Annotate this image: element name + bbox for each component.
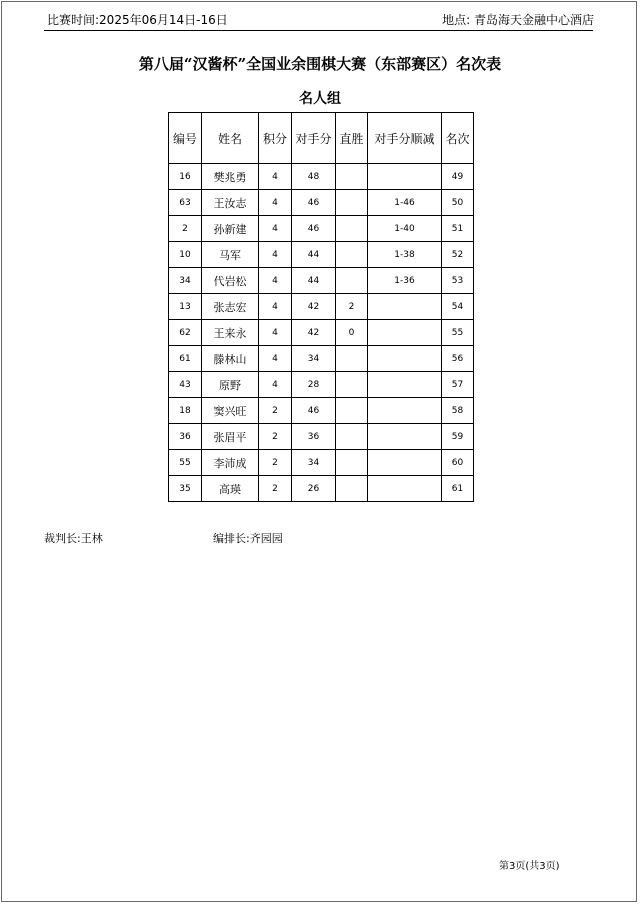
name-cell: 马军 bbox=[202, 242, 259, 268]
points-cell: 4 bbox=[259, 216, 292, 242]
points-cell: 2 bbox=[259, 450, 292, 476]
rank-cell: 60 bbox=[442, 450, 474, 476]
head-to-head-cell bbox=[336, 372, 368, 398]
page-title: 第八届“汉酱杯”全国业余围棋大赛（东部赛区）名次表 bbox=[138, 55, 502, 73]
group-title: 名人组 bbox=[299, 91, 341, 107]
rank-cell: 51 bbox=[442, 216, 474, 242]
page-number: 第3页(共3页) bbox=[499, 861, 560, 872]
rank-cell: 57 bbox=[442, 372, 474, 398]
opponent-score-cell: 28 bbox=[292, 372, 336, 398]
table-row bbox=[169, 476, 474, 502]
rank-cell: 55 bbox=[442, 320, 474, 346]
rank-cell: 56 bbox=[442, 346, 474, 372]
id-cell: 36 bbox=[169, 424, 202, 450]
id-cell: 35 bbox=[169, 476, 202, 502]
name-cell: 王汝志 bbox=[202, 190, 259, 216]
name-cell: 窦兴旺 bbox=[202, 398, 259, 424]
opponent-cut-cell bbox=[368, 372, 442, 398]
name-cell: 高瑛 bbox=[202, 476, 259, 502]
opponent-score-cell: 44 bbox=[292, 268, 336, 294]
head-to-head-cell bbox=[336, 398, 368, 424]
head-to-head-cell bbox=[336, 346, 368, 372]
head-to-head-cell bbox=[336, 216, 368, 242]
col-header-opponent-cut: 对手分顺减 bbox=[368, 113, 442, 164]
opponent-score-cell: 36 bbox=[292, 424, 336, 450]
col-header-points: 积分 bbox=[259, 113, 292, 164]
table-row bbox=[169, 372, 474, 398]
col-header-rank: 名次 bbox=[442, 113, 474, 164]
id-cell: 34 bbox=[169, 268, 202, 294]
points-cell: 4 bbox=[259, 320, 292, 346]
opponent-score-cell: 26 bbox=[292, 476, 336, 502]
head-to-head-cell: 2 bbox=[336, 294, 368, 320]
name-cell: 张志宏 bbox=[202, 294, 259, 320]
head-to-head-cell bbox=[336, 450, 368, 476]
name-cell: 李沛成 bbox=[202, 450, 259, 476]
rank-cell: 49 bbox=[442, 164, 474, 190]
name-cell: 樊兆勇 bbox=[202, 164, 259, 190]
opponent-cut-cell bbox=[368, 424, 442, 450]
points-cell: 4 bbox=[259, 190, 292, 216]
opponent-cut-cell bbox=[368, 450, 442, 476]
opponent-cut-cell: 1-46 bbox=[368, 190, 442, 216]
opponent-cut-cell: 1-36 bbox=[368, 268, 442, 294]
rank-cell: 61 bbox=[442, 476, 474, 502]
table-row bbox=[169, 320, 474, 346]
id-cell: 43 bbox=[169, 372, 202, 398]
points-cell: 4 bbox=[259, 346, 292, 372]
name-cell: 孙新建 bbox=[202, 216, 259, 242]
points-cell: 4 bbox=[259, 372, 292, 398]
id-cell: 62 bbox=[169, 320, 202, 346]
match-time: 比赛时间:2025年06月14日-16日 bbox=[47, 13, 228, 27]
arranger-signature: 编排长:齐园园 bbox=[213, 532, 283, 545]
name-cell: 代岩松 bbox=[202, 268, 259, 294]
rank-cell: 53 bbox=[442, 268, 474, 294]
id-cell: 2 bbox=[169, 216, 202, 242]
points-cell: 4 bbox=[259, 294, 292, 320]
opponent-score-cell: 34 bbox=[292, 346, 336, 372]
head-to-head-cell bbox=[336, 268, 368, 294]
points-cell: 2 bbox=[259, 424, 292, 450]
id-cell: 10 bbox=[169, 242, 202, 268]
head-to-head-cell bbox=[336, 164, 368, 190]
id-cell: 55 bbox=[169, 450, 202, 476]
table-row bbox=[169, 216, 474, 242]
points-cell: 2 bbox=[259, 476, 292, 502]
table-row bbox=[169, 346, 474, 372]
name-cell: 王来永 bbox=[202, 320, 259, 346]
opponent-cut-cell bbox=[368, 398, 442, 424]
col-header-head-to-head: 直胜 bbox=[336, 113, 368, 164]
opponent-cut-cell bbox=[368, 320, 442, 346]
col-header-opponent-score: 对手分 bbox=[292, 113, 336, 164]
points-cell: 4 bbox=[259, 268, 292, 294]
table-header-row bbox=[169, 113, 474, 164]
table-row bbox=[169, 242, 474, 268]
header-rule bbox=[44, 30, 593, 31]
table-row bbox=[169, 424, 474, 450]
opponent-cut-cell bbox=[368, 294, 442, 320]
opponent-cut-cell bbox=[368, 476, 442, 502]
table-row bbox=[169, 190, 474, 216]
rank-cell: 50 bbox=[442, 190, 474, 216]
name-cell: 原野 bbox=[202, 372, 259, 398]
head-to-head-cell bbox=[336, 424, 368, 450]
name-cell: 张眉平 bbox=[202, 424, 259, 450]
table-row bbox=[169, 294, 474, 320]
table-body bbox=[169, 164, 474, 502]
venue: 地点: 青岛海天金融中心酒店 bbox=[442, 13, 594, 27]
opponent-score-cell: 46 bbox=[292, 190, 336, 216]
opponent-cut-cell bbox=[368, 164, 442, 190]
points-cell: 4 bbox=[259, 242, 292, 268]
ranking-table bbox=[168, 112, 474, 502]
head-to-head-cell bbox=[336, 476, 368, 502]
col-header-name: 姓名 bbox=[202, 113, 259, 164]
id-cell: 13 bbox=[169, 294, 202, 320]
table-row bbox=[169, 450, 474, 476]
rank-cell: 59 bbox=[442, 424, 474, 450]
opponent-score-cell: 46 bbox=[292, 398, 336, 424]
opponent-score-cell: 42 bbox=[292, 320, 336, 346]
opponent-score-cell: 42 bbox=[292, 294, 336, 320]
opponent-cut-cell bbox=[368, 346, 442, 372]
opponent-score-cell: 34 bbox=[292, 450, 336, 476]
table-row bbox=[169, 164, 474, 190]
col-header-id: 编号 bbox=[169, 113, 202, 164]
points-cell: 4 bbox=[259, 164, 292, 190]
opponent-score-cell: 44 bbox=[292, 242, 336, 268]
head-to-head-cell bbox=[336, 190, 368, 216]
id-cell: 16 bbox=[169, 164, 202, 190]
id-cell: 61 bbox=[169, 346, 202, 372]
rank-cell: 52 bbox=[442, 242, 474, 268]
id-cell: 18 bbox=[169, 398, 202, 424]
table-row bbox=[169, 398, 474, 424]
head-to-head-cell: 0 bbox=[336, 320, 368, 346]
rank-cell: 58 bbox=[442, 398, 474, 424]
opponent-score-cell: 46 bbox=[292, 216, 336, 242]
opponent-cut-cell: 1-38 bbox=[368, 242, 442, 268]
id-cell: 63 bbox=[169, 190, 202, 216]
name-cell: 滕林山 bbox=[202, 346, 259, 372]
referee-signature: 裁判长:王林 bbox=[44, 532, 103, 545]
points-cell: 2 bbox=[259, 398, 292, 424]
rank-cell: 54 bbox=[442, 294, 474, 320]
head-to-head-cell bbox=[336, 242, 368, 268]
table-row bbox=[169, 268, 474, 294]
opponent-cut-cell: 1-40 bbox=[368, 216, 442, 242]
opponent-score-cell: 48 bbox=[292, 164, 336, 190]
